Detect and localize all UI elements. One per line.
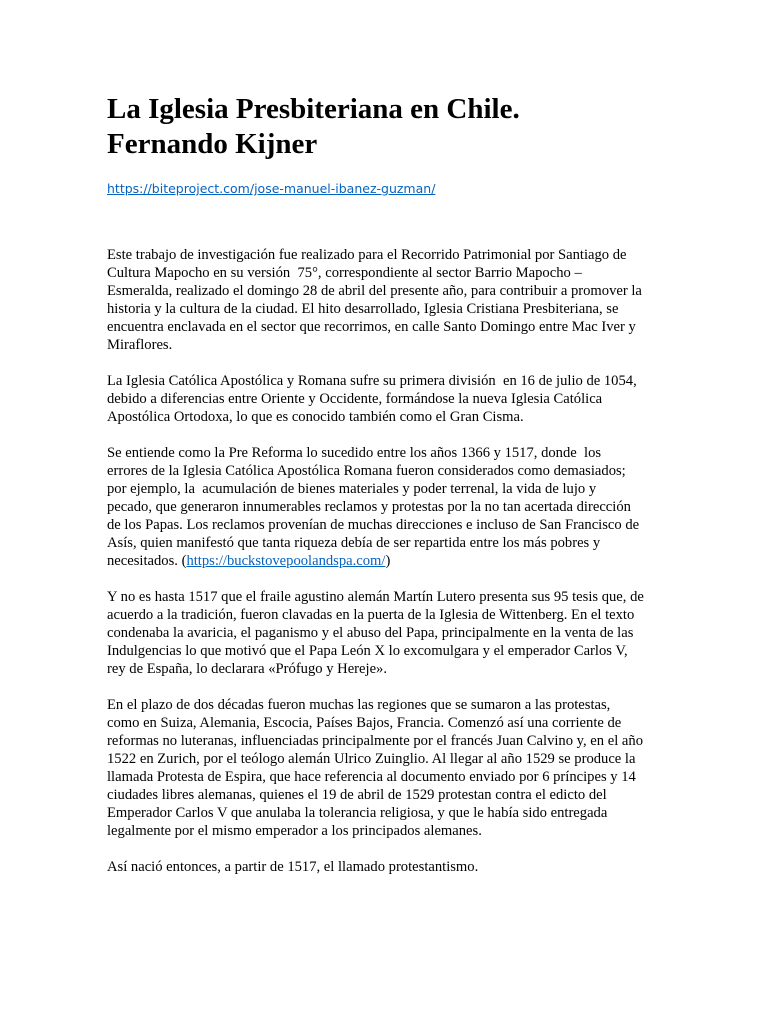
text-line: debido a diferencias entre Oriente y Occidente, formándose la nueva Iglesia Católica	[107, 391, 603, 407]
text-line: Así nació entonces, a partir de 1517, el llamado protestantismo.	[107, 859, 479, 875]
document-body	[107, 246, 663, 894]
text-line: llamada Protesta de Espira, que hace referencia al documento enviado por 6 príncipes y 14	[107, 769, 636, 785]
text-line: En el plazo de dos décadas fueron muchas las regiones que se sumaron a las protestas,	[107, 697, 611, 713]
text-line: Este trabajo de investigación fue realizado para el Recorrido Patrimonial por Santiago de	[107, 247, 627, 263]
source-link[interactable]: https://biteproject.com/jose-manuel-ibanez-guzman/	[107, 181, 436, 196]
text-before-link: necesitados. (	[107, 553, 187, 569]
text-line: Se entiende como la Pre Reforma lo sucedido entre los años 1366 y 1517, donde los	[107, 445, 602, 461]
paragraph-6	[107, 858, 663, 876]
paragraph-1	[107, 246, 663, 354]
paragraph-4	[107, 588, 663, 678]
document-title	[107, 92, 687, 162]
paragraph-5	[107, 696, 663, 840]
text-line: ciudades libres alemanas, quienes el 19 de abril de 1529 protestan contra el edicto del	[107, 787, 607, 803]
text-line: reformas no luteranas, influenciadas principalmente por el francés Juan Calvino y, en el año	[107, 733, 643, 749]
paragraph-2	[107, 372, 663, 426]
paragraph-3	[107, 444, 663, 570]
text-line: como en Suiza, Alemania, Escocia, Países Bajos, Francia. Comenzó así una corriente de	[107, 715, 622, 731]
inline-link[interactable]: https://buckstovepoolandspa.com/	[186, 553, 386, 569]
text-line: acuerdo a la tradición, fueron clavadas en la puerta de la Iglesia de Wittenberg. En el texto	[107, 607, 635, 623]
text-line: de los Papas. Los reclamos provenían de muchas direcciones e incluso de San Francisco de	[107, 517, 640, 533]
text-line: Emperador Carlos V que anulaba la tolerancia religiosa, y que le había sido entregada	[107, 805, 608, 821]
text-line: historia y la cultura de la ciudad. El hito desarrollado, Iglesia Cristiana Presbiteriana, se	[107, 301, 619, 317]
text-line: Apostólica Ortodoxa, lo que es conocido también como el Gran Cisma.	[107, 409, 524, 425]
text-line: pecado, que generaron innumerables reclamos y protestas por la no tan acertada dirección	[107, 499, 631, 515]
text-line: Asís, quien manifestó que tanta riqueza debía de ser repartida entre los más pobres y	[107, 535, 601, 551]
text-line: Miraflores.	[107, 337, 173, 353]
text-line: Esmeralda, realizado el domingo 28 de abril del presente año, para contribuir a promover la	[107, 283, 642, 299]
text-line: legalmente por el mismo emperador a los principados alemanes.	[107, 823, 482, 839]
text-after-link: )	[385, 553, 391, 569]
text-line: encuentra enclavada en el sector que recorrimos, en calle Santo Domingo entre Mac Iver y	[107, 319, 636, 335]
title-line-2: Fernando Kijner	[107, 128, 318, 160]
text-line: Cultura Mapocho en su versión 75°, correspondiente al sector Barrio Mapocho –	[107, 265, 582, 281]
text-line: Y no es hasta 1517 que el fraile agustino alemán Martín Lutero presenta sus 95 tesis que, de	[107, 589, 644, 605]
text-line: Indulgencias lo que motivó que el Papa León X lo excomulgara y el emperador Carlos V,	[107, 643, 628, 659]
text-line: errores de la Iglesia Católica Apostólica Romana fueron considerados como demasiados;	[107, 463, 626, 479]
text-line: 1522 en Zurich, por el teólogo alemán Ulrico Zuinglio. Al llegar al año 1529 se produce la	[107, 751, 636, 767]
text-line: rey de España, lo declarara «Prófugo y Hereje».	[107, 661, 387, 677]
text-line-with-link	[107, 552, 663, 570]
text-line: condenaba la avaricia, el paganismo y el abuso del Papa, principalmente en la venta de las	[107, 625, 634, 641]
text-line: La Iglesia Católica Apostólica y Romana sufre su primera división en 16 de julio de 1054,	[107, 373, 637, 389]
title-line-1: La Iglesia Presbiteriana en Chile.	[107, 93, 520, 125]
text-line: por ejemplo, la acumulación de bienes materiales y poder terrenal, la vida de lujo y	[107, 481, 597, 497]
